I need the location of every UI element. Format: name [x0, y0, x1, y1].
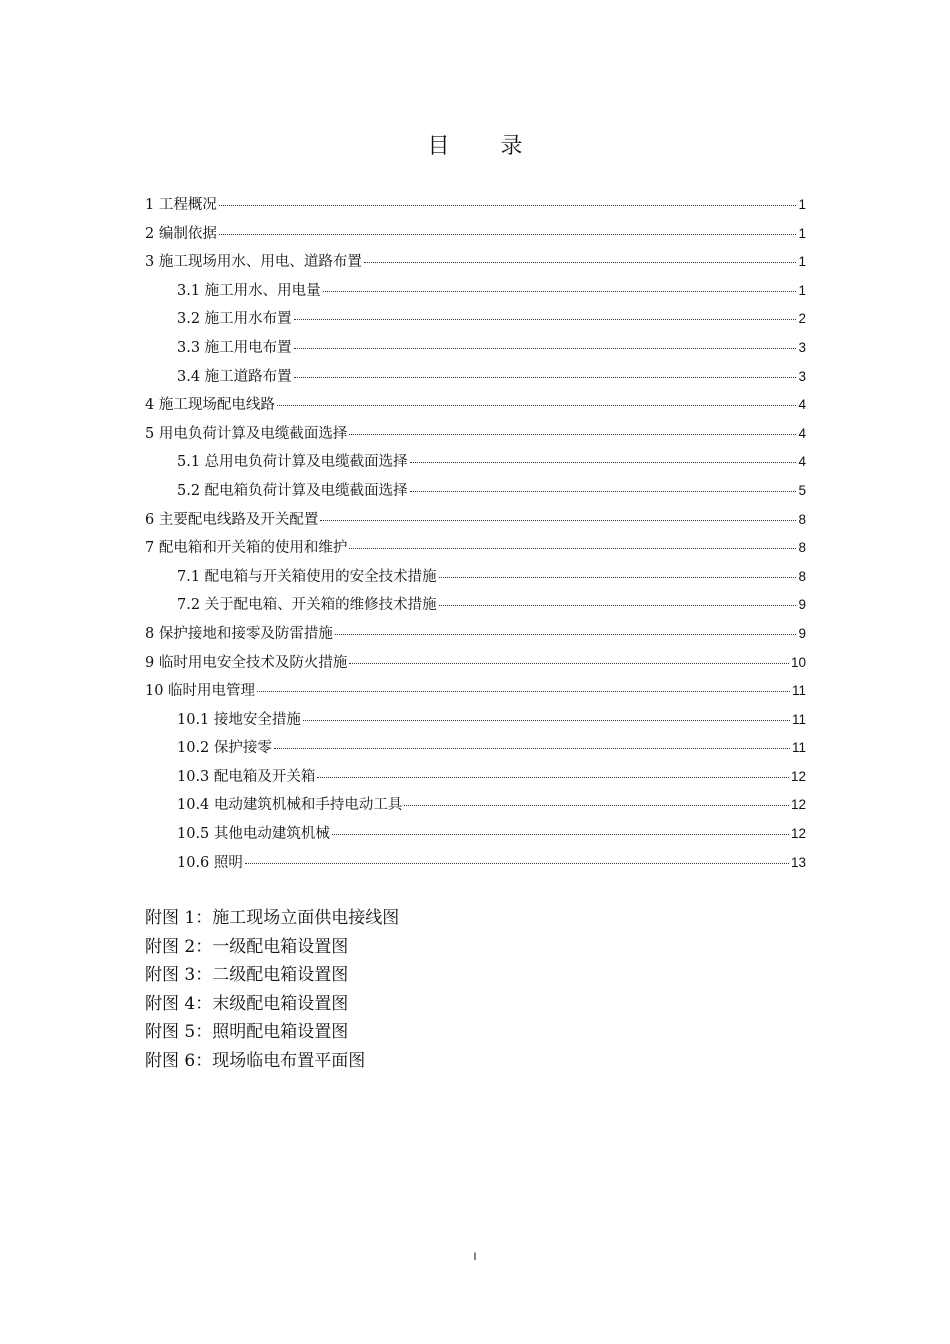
toc-entry-page: 12 — [790, 797, 806, 813]
toc-entry-page: 1 — [798, 225, 806, 241]
toc-entry-page: 13 — [790, 854, 806, 870]
toc-entry[interactable] — [145, 820, 806, 849]
toc-entry[interactable] — [145, 420, 806, 449]
toc-entry-label: 10.1 接地安全措施 — [177, 711, 301, 728]
toc-entry-page: 8 — [798, 568, 806, 584]
toc-dot-leader — [219, 205, 797, 206]
toc-entry-page: 1 — [798, 282, 806, 298]
toc-entry[interactable] — [145, 620, 806, 649]
appendix-item[interactable]: 附图 2：一级配电箱设置图 — [145, 936, 349, 957]
toc-entry-page: 12 — [790, 768, 806, 784]
toc-entry-label: 3.3 施工用电布置 — [177, 339, 292, 356]
toc-entry-page: 1 — [798, 254, 806, 270]
toc-entry-page: 11 — [791, 683, 806, 699]
toc-entry[interactable] — [145, 220, 806, 249]
toc-entry[interactable] — [145, 305, 806, 334]
toc-entry-page: 4 — [798, 397, 806, 413]
toc-entry-label: 8 保护接地和接零及防雷措施 — [145, 625, 333, 642]
toc-entry-label: 10.5 其他电动建筑机械 — [177, 826, 330, 843]
toc-entry-label: 10 临时用电管理 — [145, 683, 256, 700]
toc-entry[interactable] — [145, 591, 806, 620]
toc-dot-leader — [349, 434, 796, 435]
toc-dot-leader — [294, 348, 797, 349]
toc-entry[interactable] — [145, 477, 806, 506]
toc-dot-leader — [410, 491, 797, 492]
toc-entry-label: 7 配电箱和开关箱的使用和维护 — [145, 540, 348, 557]
toc-dot-leader — [294, 319, 797, 320]
toc-entry-label: 3.2 施工用水布置 — [177, 311, 292, 328]
appendix-item[interactable]: 附图 6：现场临电布置平面图 — [145, 1050, 366, 1071]
toc-entry[interactable] — [145, 506, 806, 535]
toc-entry-page: 12 — [790, 826, 806, 842]
toc-entry-page: 9 — [798, 625, 806, 641]
toc-entry-label: 3 施工现场用水、用电、道路布置 — [145, 254, 362, 271]
toc-entry-page: 3 — [798, 339, 806, 355]
appendix-item[interactable]: 附图 3：二级配电箱设置图 — [145, 965, 349, 986]
toc-entry[interactable] — [145, 191, 806, 220]
toc-dot-leader — [277, 405, 797, 406]
toc-entry-page: 2 — [798, 311, 806, 327]
table-of-contents — [145, 191, 806, 877]
toc-entry-label: 5 用电负荷计算及电缆截面选择 — [145, 425, 348, 442]
toc-entry-label: 3.1 施工用水、用电量 — [177, 282, 321, 299]
toc-dot-leader — [349, 548, 796, 549]
toc-entry[interactable] — [145, 791, 806, 820]
appendix-item[interactable]: 附图 4：末级配电箱设置图 — [145, 993, 349, 1014]
toc-entry[interactable] — [145, 248, 806, 277]
appendix-list — [145, 904, 399, 1076]
toc-entry[interactable] — [145, 763, 806, 792]
toc-entry-page: 10 — [790, 654, 806, 670]
toc-dot-leader — [317, 777, 789, 778]
toc-entry[interactable] — [145, 363, 806, 392]
toc-entry[interactable] — [145, 734, 806, 763]
page-title: 目 录 — [427, 134, 545, 159]
appendix-item[interactable]: 附图 1：施工现场立面供电接线图 — [145, 908, 400, 928]
toc-entry-page: 4 — [798, 425, 806, 441]
toc-dot-leader — [320, 520, 796, 521]
toc-entry-page: 9 — [798, 597, 806, 613]
toc-entry-label: 7.1 配电箱与开关箱使用的安全技术措施 — [177, 568, 437, 585]
toc-dot-leader — [323, 291, 797, 292]
toc-entry[interactable] — [145, 334, 806, 363]
toc-dot-leader — [335, 634, 797, 635]
toc-entry-label: 5.1 总用电负荷计算及电缆截面选择 — [177, 454, 408, 471]
toc-dot-leader — [439, 605, 797, 606]
toc-entry-label: 2 编制依据 — [145, 225, 217, 242]
toc-dot-leader — [404, 805, 789, 806]
toc-dot-leader — [349, 663, 789, 664]
toc-entry-label: 5.2 配电箱负荷计算及电缆截面选择 — [177, 482, 408, 499]
toc-entry-label: 7.2 关于配电箱、开关箱的维修技术措施 — [177, 597, 437, 614]
toc-entry-page: 4 — [798, 454, 806, 470]
toc-entry[interactable] — [145, 277, 806, 306]
toc-entry-label: 10.6 照明 — [177, 854, 243, 871]
toc-entry-label: 9 临时用电安全技术及防火措施 — [145, 654, 348, 671]
page-number: I — [473, 1251, 477, 1263]
toc-entry-page: 11 — [791, 740, 806, 756]
toc-dot-leader — [219, 234, 797, 235]
toc-entry-label: 10.2 保护接零 — [177, 740, 272, 757]
toc-dot-leader — [294, 377, 797, 378]
appendix-item[interactable]: 附图 5：照明配电箱设置图 — [145, 1022, 349, 1043]
toc-entry-page: 11 — [791, 711, 806, 727]
toc-entry[interactable] — [145, 534, 806, 563]
toc-entry[interactable] — [145, 706, 806, 735]
toc-entry-page: 5 — [798, 482, 806, 498]
toc-entry[interactable] — [145, 649, 806, 678]
toc-dot-leader — [245, 863, 789, 864]
toc-entry-page: 8 — [798, 511, 806, 527]
toc-dot-leader — [274, 748, 790, 749]
toc-entry[interactable] — [145, 677, 806, 706]
toc-entry-page: 3 — [798, 368, 806, 384]
toc-entry-label: 10.4 电动建筑机械和手持电动工具 — [177, 797, 403, 814]
toc-dot-leader — [257, 691, 790, 692]
toc-entry-label: 1 工程概况 — [145, 197, 217, 213]
toc-entry-page: 1 — [798, 197, 806, 212]
toc-entry[interactable] — [145, 448, 806, 477]
toc-dot-leader — [364, 262, 797, 263]
toc-entry-label: 6 主要配电线路及开关配置 — [145, 511, 319, 528]
toc-entry-page: 8 — [798, 540, 806, 556]
toc-entry[interactable] — [145, 849, 806, 878]
toc-dot-leader — [332, 834, 789, 835]
toc-entry-label: 10.3 配电箱及开关箱 — [177, 768, 316, 785]
toc-dot-leader — [439, 577, 797, 578]
toc-dot-leader — [410, 462, 797, 463]
toc-entry[interactable] — [145, 563, 806, 592]
toc-entry-label: 4 施工现场配电线路 — [145, 397, 275, 414]
toc-dot-leader — [303, 720, 790, 721]
toc-entry-label: 3.4 施工道路布置 — [177, 368, 292, 385]
toc-entry[interactable] — [145, 391, 806, 420]
